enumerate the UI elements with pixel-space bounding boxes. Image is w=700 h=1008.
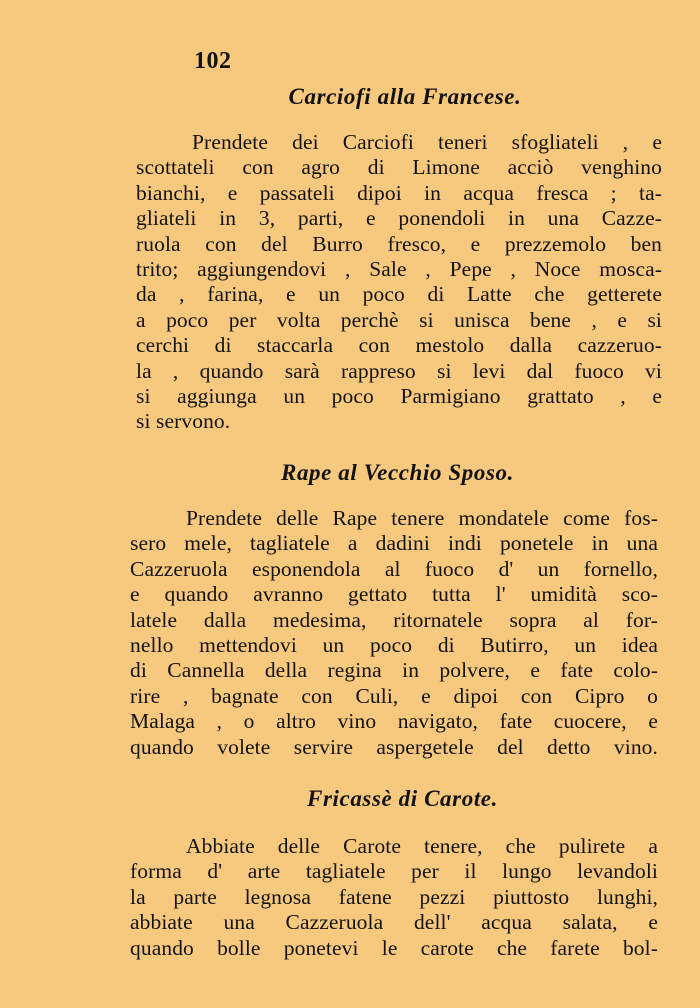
text-line: Abbiate delle Carote tenere, che pulirete a — [186, 834, 658, 858]
text-line: bianchi, e passateli dipoi in acqua fresca ; ta- — [136, 180, 662, 205]
text-line: Cazzeruola esponendola al fuoco d' un fornello, — [130, 556, 658, 581]
text-line: di Cannella della regina in polvere, e fate colo- — [130, 658, 658, 683]
text-line: scottateli con agro di Limone acciò venghino — [136, 155, 662, 180]
text-line: a poco per volta perchè si unisca bene , e si — [136, 307, 662, 332]
recipe-title-rape: Rape al Vecchio Sposo. — [281, 460, 514, 485]
recipe-title-carote: Fricassè di Carote. — [307, 786, 498, 811]
text-line: Prendete dei Carciofi teneri sfogliateli , e — [192, 130, 662, 154]
text-line: da , farina, e un poco di Latte che getterete — [136, 282, 662, 307]
text-line: si servono. — [136, 409, 231, 434]
text-line: e quando avranno gettato tutta l' umidità sco- — [130, 582, 658, 607]
text-line: quando volete servire aspergetele del detto vino. — [130, 734, 658, 759]
text-line: Malaga , o altro vino navigato, fate cuocere, e — [130, 709, 658, 734]
page-number: 102 — [194, 48, 232, 74]
text-line: quando bolle ponetevi le carote che farete bol- — [130, 935, 658, 960]
recipe-title-carciofi: Carciofi alla Francese. — [288, 84, 522, 109]
text-line: la parte legnosa fatene pezzi piuttosto lunghi, — [130, 884, 658, 909]
text-line: latele dalla medesima, ritornatele sopra al for- — [130, 607, 658, 632]
text-line: Prendete delle Rape tenere mondatele come fos- — [186, 506, 658, 530]
recipe-text-carote — [130, 834, 658, 961]
text-line: la , quando sarà rappreso si levi dal fuoco vi — [136, 358, 662, 383]
text-line: rire , bagnate con Culi, e dipoi con Cipro o — [130, 683, 658, 708]
text-line: ruola con del Burro fresco, e prezzemolo ben — [136, 231, 662, 256]
text-line: gliateli in 3, parti, e ponendoli in una Cazze- — [136, 206, 662, 231]
recipe-text-carciofi — [136, 130, 662, 435]
text-line: abbiate una Cazzeruola dell' acqua salata, e — [130, 910, 658, 935]
text-line: forma d' arte tagliatele per il lungo levandoli — [130, 859, 658, 884]
text-line: nello mettendovi un poco di Butirro, un idea — [130, 632, 658, 657]
text-line: si aggiunga un poco Parmigiano grattato , e — [136, 383, 662, 408]
recipe-text-rape — [130, 506, 658, 760]
text-line: sero mele, tagliatele a dadini indi ponetele in una — [130, 531, 658, 556]
text-line: trito; aggiungendovi , Sale , Pepe , Noce mosca- — [136, 256, 662, 281]
text-line: cerchi di staccarla con mestolo dalla cazzeruo- — [136, 333, 662, 358]
